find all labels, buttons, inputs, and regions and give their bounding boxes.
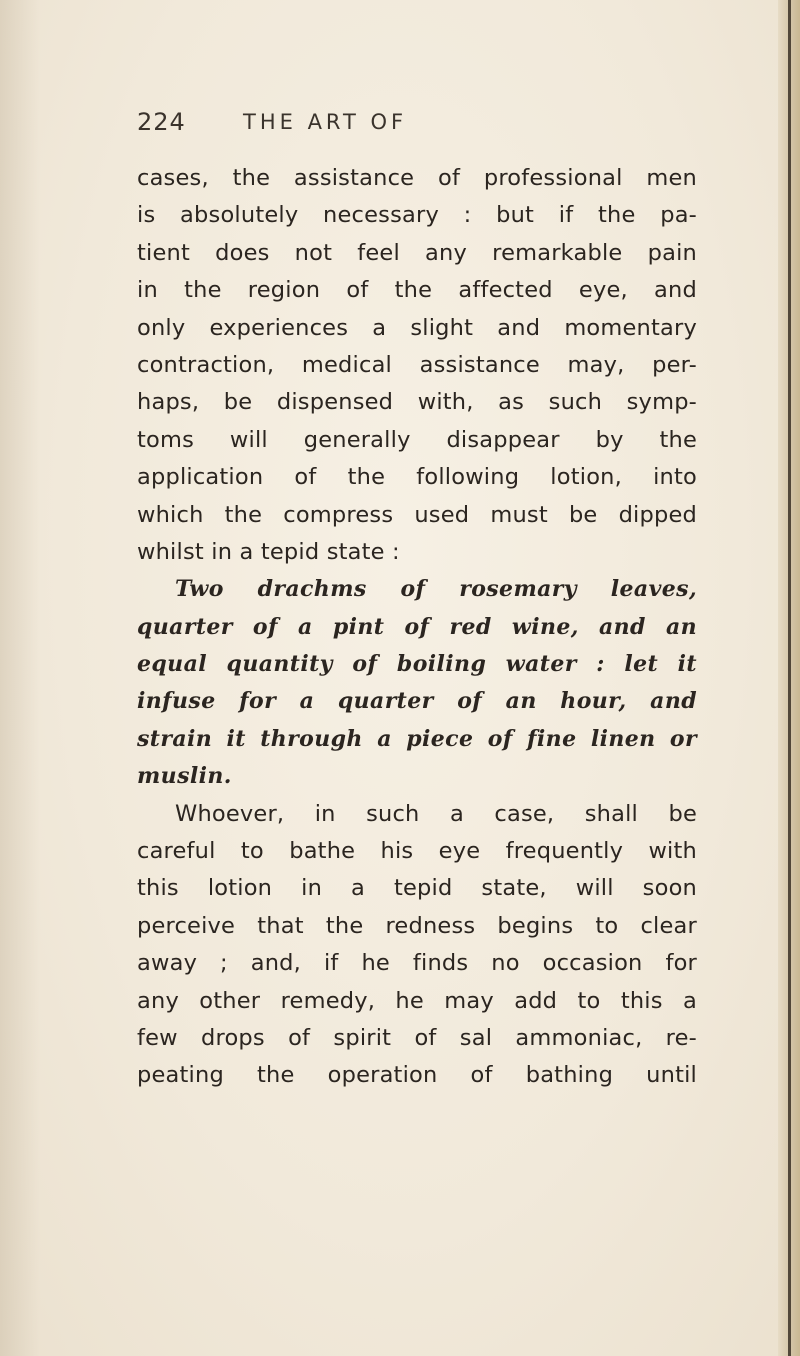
recipe-line: strain it through a piece of fine linen or — [137, 725, 697, 752]
text-line: away ; and, if he finds no occasion for — [137, 950, 697, 977]
text-line: toms will generally disappear by the — [137, 426, 697, 453]
recipe-line: equal quantity of boiling water : let it — [137, 651, 697, 678]
recipe-line: Two drachms of rosemary leaves, — [175, 576, 697, 603]
running-head: THE ART OF — [243, 110, 408, 134]
text-line: contraction, medical assistance may, per- — [137, 351, 697, 378]
text-line: which the compress used must be dipped — [137, 501, 697, 528]
text-line: tient does not feel any remarkable pain — [137, 239, 697, 266]
text-line: perceive that the redness begins to clear — [137, 912, 697, 939]
page-gutter-shade — [0, 0, 40, 1356]
text-line: careful to bathe his eye frequently with — [137, 838, 697, 865]
page-number: 224 — [137, 108, 186, 136]
text-line: is absolutely necessary : but if the pa- — [137, 202, 697, 229]
text-line: peating the operation of bathing until — [137, 1062, 697, 1089]
text-line: any other remedy, he may add to this a — [137, 987, 697, 1014]
paragraph-intro — [137, 160, 697, 571]
body-text — [137, 160, 697, 1095]
text-line: this lotion in a tepid state, will soon — [137, 875, 697, 902]
text-line: haps, be dispensed with, as such symp- — [137, 389, 697, 416]
paragraph-outro — [137, 796, 697, 1095]
binding-line — [788, 0, 791, 1356]
text-line: only experiences a slight and momentary — [137, 314, 697, 341]
recipe-line: muslin. — [137, 763, 232, 790]
recipe-line: quarter of a pint of red wine, and an — [137, 613, 697, 640]
page-header — [137, 108, 657, 148]
text-line: application of the following lotion, into — [137, 464, 697, 491]
recipe-paragraph — [137, 571, 697, 795]
text-line: few drops of spirit of sal ammoniac, re- — [137, 1024, 697, 1051]
text-line: whilst in a tepid state : — [137, 538, 400, 565]
text-line: in the region of the affected eye, and — [137, 277, 697, 304]
text-line: cases, the assistance of professional men — [137, 165, 697, 191]
text-line: Whoever, in such a case, shall be — [175, 800, 697, 827]
recipe-line: infuse for a quarter of an hour, and — [137, 688, 697, 715]
